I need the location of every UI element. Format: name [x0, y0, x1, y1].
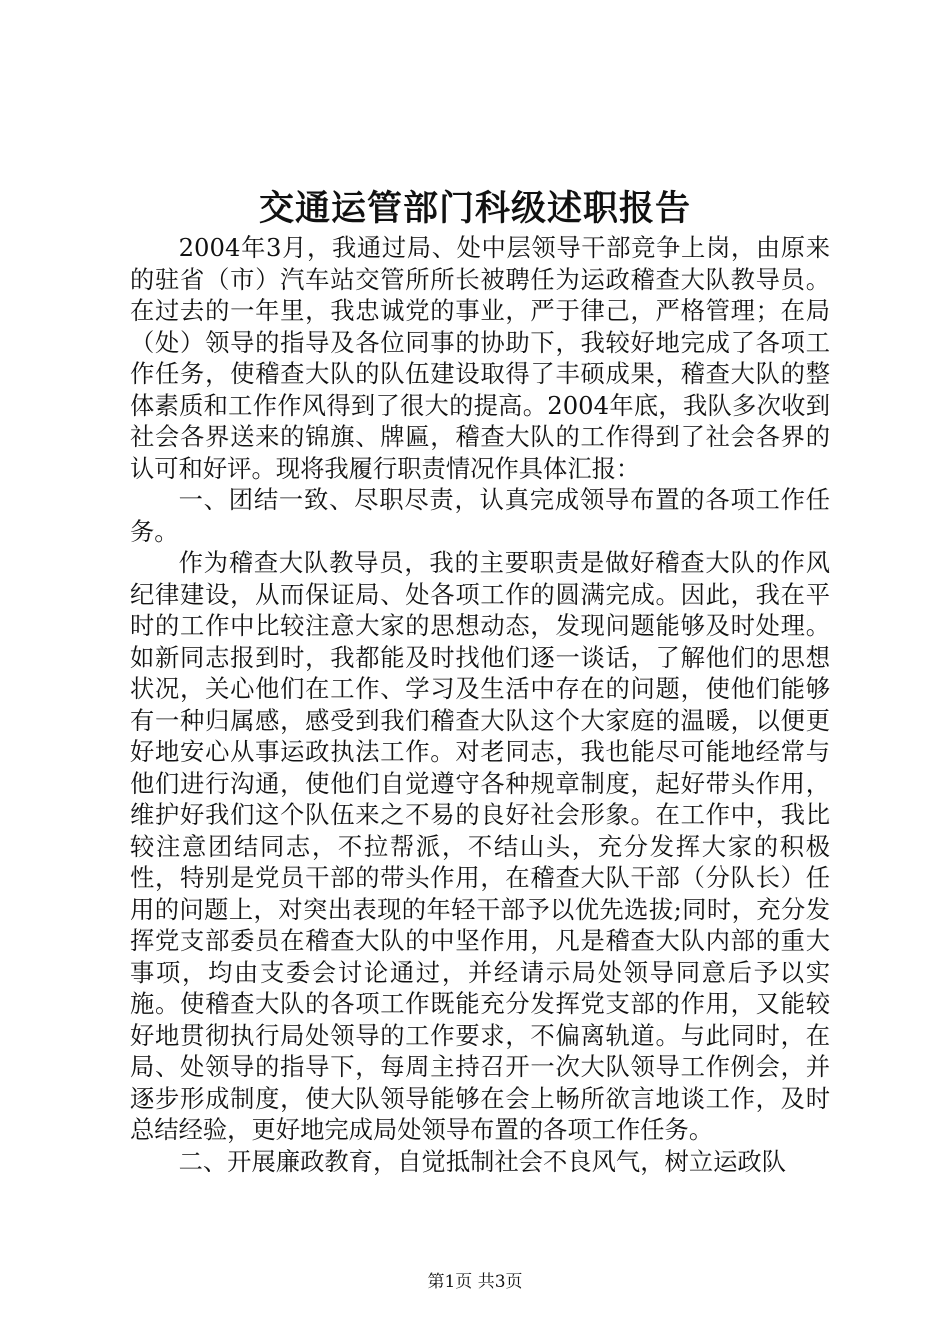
page-number-footer: 第1页 共3页	[427, 1272, 523, 1292]
document-body	[130, 232, 830, 1177]
paragraph-heading-2: 二、开展廉政教育，自觉抵制社会不良风气，树立运政队	[178, 1146, 787, 1176]
paragraph-heading-1: 一、团结一致、尽职尽责，认真完成领导布置的各项工作任务。	[130, 485, 830, 546]
document-title: 交通运管部门科级述职报告	[258, 188, 691, 229]
paragraph-intro: 2004年3月，我通过局、处中层领导干部竞争上岗，由原来的驻省（市）汽车站交管所所长被聘任为运政稽查大队教导员。在过去的一年里，我忠诚党的事业，严于律己，严格管理；在局（处）领导的指导及各位同事的协助下，我较好地完成了各项工作任务，使稽查大队的队伍建设取得了丰硕成果，稽查大队的整体素质和工作作风得到了很大的提高。2004年底，我队多次收到社会各界送来的锦旗、牌匾，稽查大队的工作得到了社会各界的认可和好评。现将我履行职责情况作具体汇报：	[130, 233, 830, 483]
paragraph-section-1: 作为稽查大队教导员，我的主要职责是做好稽查大队的作风纪律建设，从而保证局、处各项工作的圆满完成。因此，我在平时的工作中比较注意大家的思想动态，发现问题能够及时处理。如新同志报到时，我都能及时找他们逐一谈话，了解他们的思想状况，关心他们在工作、学习及生活中存在的问题，使他们能够有一种归属感，感受到我们稽查大队这个大家庭的温暖，以便更好地安心从事运政执法工作。对老同志，我也能尽可能地经常与他们进行沟通，使他们自觉遵守各种规章制度，起好带头作用，维护好我们这个队伍来之不易的良好社会形象。在工作中，我比较注意团结同志，不拉帮派，不结山头，充分发挥大家的积极性，特别是党员干部的带头作用，在稽查大队干部（分队长）任用的问题上，对突出表现的年轻干部予以优先选拔;同时，充分发挥党支部委员在稽查大队的中坚作用，凡是稽查大队内部的重大事项，均由支委会讨论通过，并经请示局处领导同意后予以实施。使稽查大队的各项工作既能充分发挥党支部的作用，又能较好地贯彻执行局处领导的工作要求，不偏离轨道。与此同时，在局、处领导的指导下，每周主持召开一次大队领导工作例会，并逐步形成制度，使大队领导能够在会上畅所欲言地谈工作，及时总结经验，更好地完成局处领导布置的各项工作任务。	[130, 548, 830, 1144]
